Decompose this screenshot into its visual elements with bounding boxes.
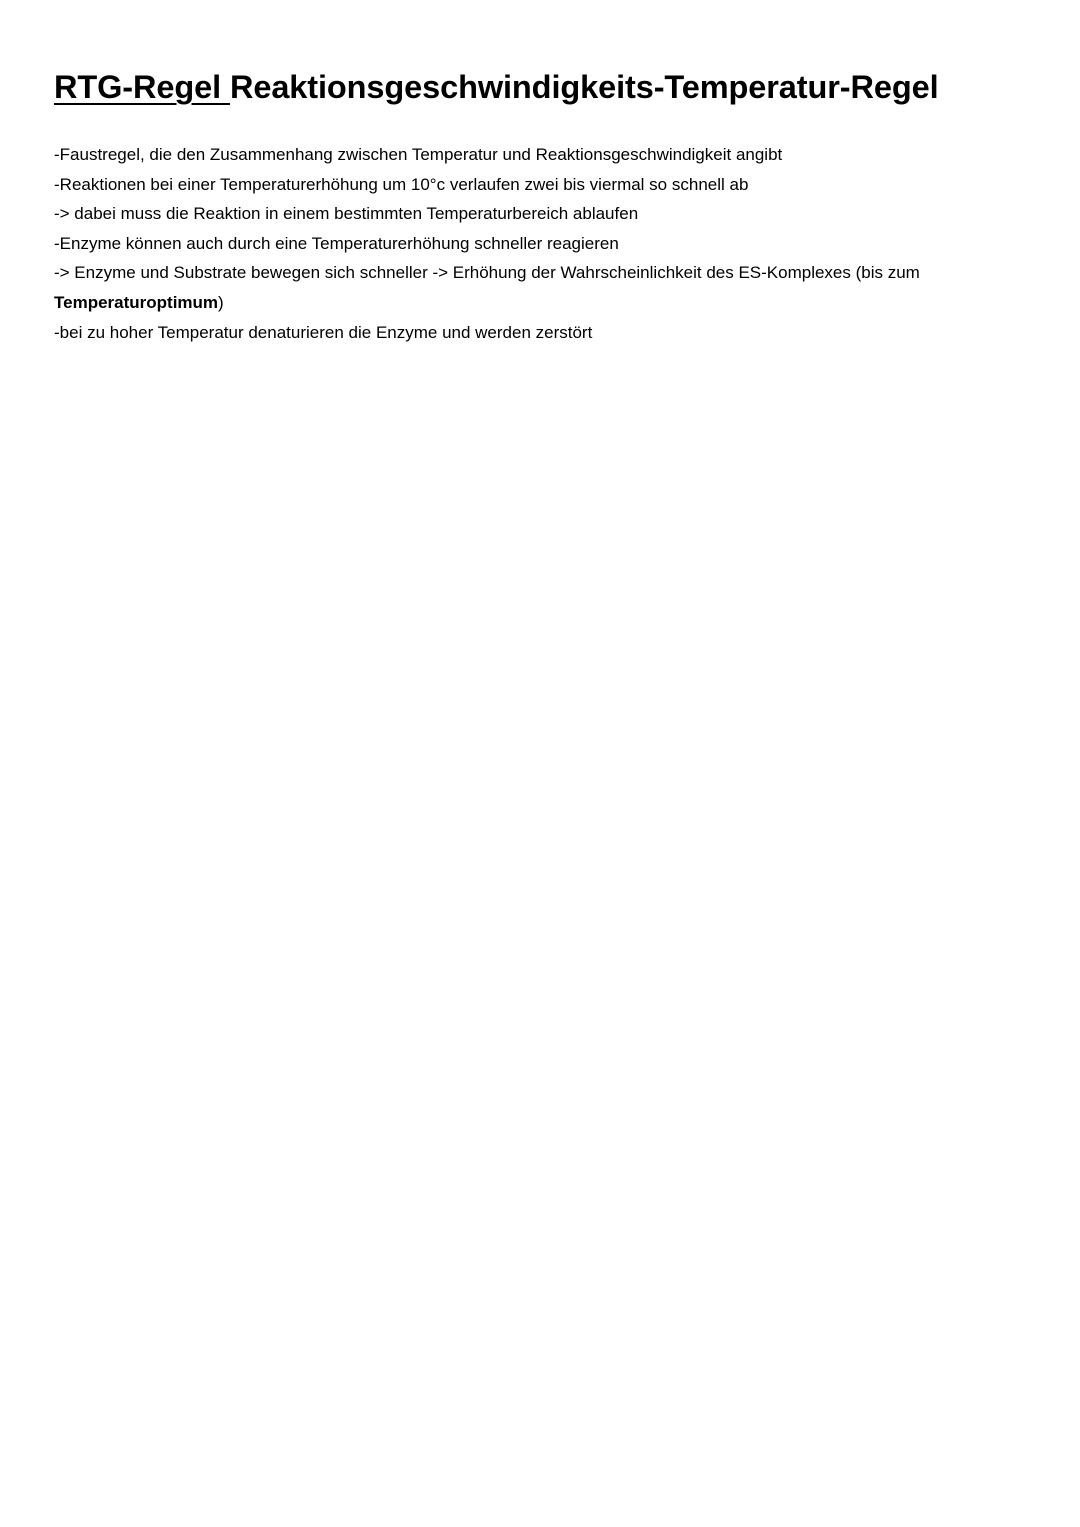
text-line-3: -> dabei muss die Reaktion in einem bestimmten Temperaturbereich ablaufen: [54, 204, 639, 224]
title-full-name: Reaktionsgeschwindigkeits-Temperatur-Regel: [229, 69, 939, 105]
document-body: [54, 140, 1034, 347]
text-line-7: -bei zu hoher Temperatur denaturieren die Enzyme und werden zerstört: [54, 322, 593, 342]
text-line-2: -Reaktionen bei einer Temperaturerhöhung um 10°c verlaufen zwei bis viermal so schnell ab: [54, 174, 749, 194]
page-title: [54, 66, 1034, 108]
text-line-4: -Enzyme können auch durch eine Temperaturerhöhung schneller reagieren: [54, 233, 619, 253]
text-line-6: [54, 288, 1034, 318]
title-abbreviation: RTG-Regel: [54, 69, 230, 105]
text-line-5: -> Enzyme und Substrate bewegen sich schneller -> Erhöhung der Wahrscheinlichkeit des ES-Komplexes (bis zum: [54, 263, 920, 283]
bold-term: Temperaturoptimum: [54, 292, 219, 312]
closing-paren: ): [218, 292, 224, 312]
document-page: [54, 66, 1034, 347]
text-line-1: -Faustregel, die den Zusammenhang zwischen Temperatur und Reaktionsgeschwindigkeit angibt: [54, 145, 783, 164]
